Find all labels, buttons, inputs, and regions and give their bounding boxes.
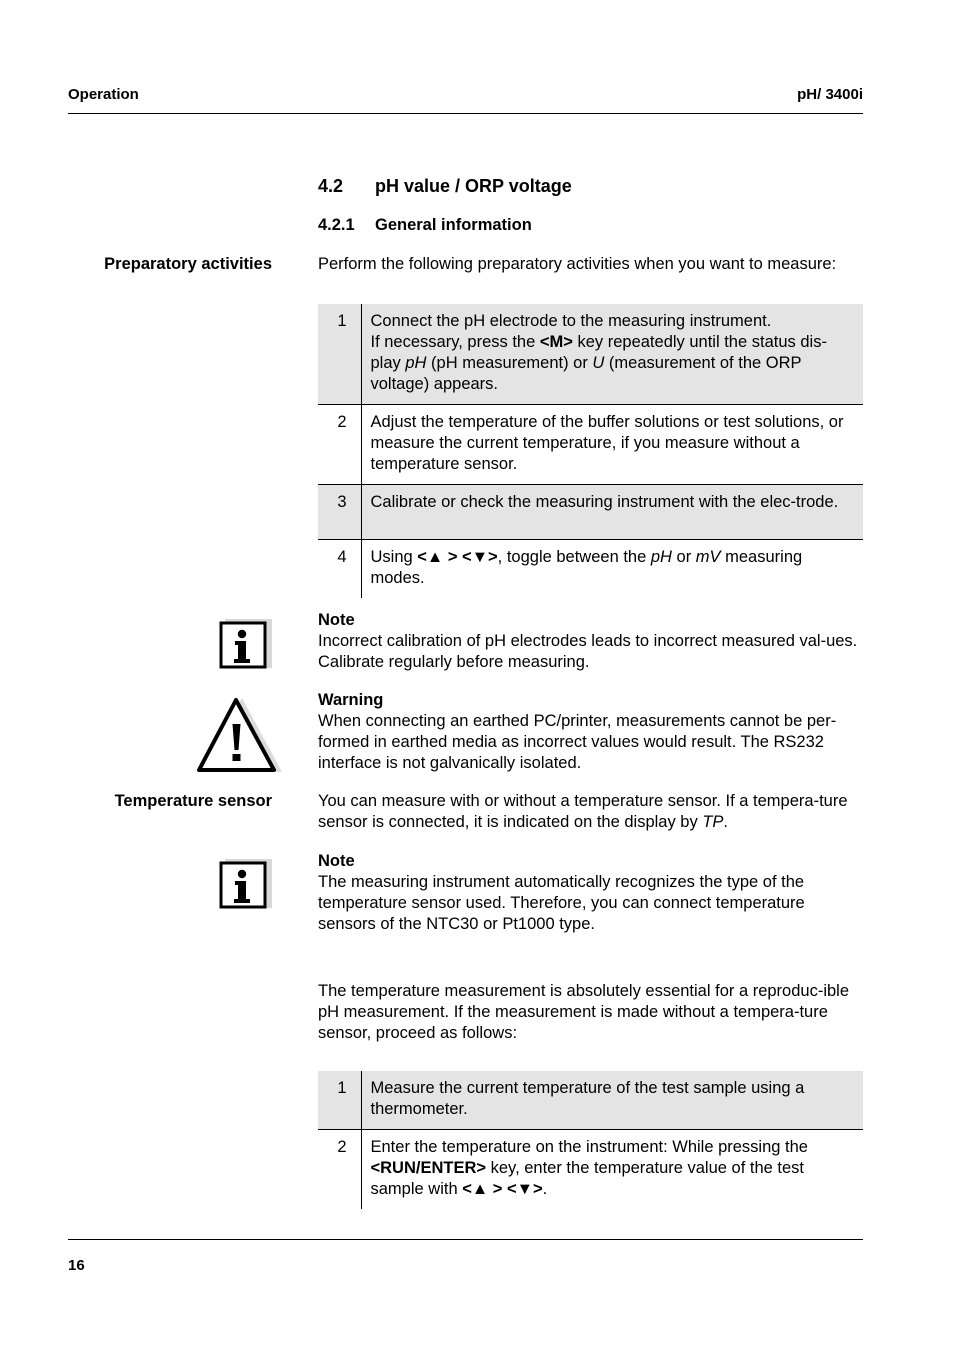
side-label-preparatory: Preparatory activities (104, 255, 272, 273)
step-text: Calibrate or check the measuring instrument with the elec-trode. (361, 485, 863, 540)
section-title: pH value / ORP voltage (375, 176, 572, 196)
step-number: 1 (318, 1071, 361, 1130)
running-header-left: Operation (68, 86, 139, 103)
note-title: Note (318, 611, 355, 629)
table-row (318, 1071, 863, 1130)
step-number: 3 (318, 485, 361, 540)
preparatory-steps-table (318, 304, 863, 598)
step-number: 2 (318, 1130, 361, 1210)
note-block (318, 851, 866, 935)
preparatory-intro: Perform the following preparatory activities when you want to measure: (318, 255, 837, 273)
table-row (318, 540, 863, 599)
note-text: The measuring instrument automatically recognizes the type of the temperature sensor used. Therefore, you can connect temperature sensors of the NTC30 or Pt1000 type. (318, 873, 805, 933)
section-heading (318, 176, 572, 197)
table-row (318, 405, 863, 485)
warning-text: When connecting an earthed PC/printer, measurements cannot be per-formed in earthed media as incorrect values would result. The RS232 interface is not galvanically isolated. (318, 712, 837, 772)
info-icon (218, 856, 274, 910)
warning-title: Warning (318, 691, 384, 709)
table-row (318, 485, 863, 540)
temperature-text: You can measure with or without a temperature sensor. If a tempera-ture sensor is connected, it is indicated on the display by TP. (318, 792, 848, 831)
subsection-heading (318, 216, 532, 235)
note-title: Note (318, 852, 355, 870)
temperature-steps-table (318, 1071, 863, 1209)
header-rule (68, 113, 863, 114)
step-text: Enter the temperature on the instrument: While pressing the <RUN/ENTER> key, enter the temperature value of the test sample with <▲ > <▼>. (361, 1130, 863, 1210)
step-number: 2 (318, 405, 361, 485)
warning-icon (196, 694, 284, 776)
subsection-title: General information (375, 216, 532, 234)
running-header-right: pH/ 3400i (797, 86, 863, 103)
footer-rule (68, 1239, 863, 1240)
note-text: Incorrect calibration of pH electrodes leads to incorrect measured val-ues. Calibrate regularly before measuring. (318, 632, 858, 671)
step-text: Using <▲ > <▼>, toggle between the pH or mV measuring modes. (361, 540, 863, 599)
step-number: 1 (318, 304, 361, 405)
step-text: Connect the pH electrode to the measuring instrument. If necessary, press the <M> key repeatedly until the status dis-play pH (pH measurement) or U (measurement of the ORP voltage) appears. (361, 304, 863, 405)
table-row (318, 304, 863, 405)
table-row (318, 1130, 863, 1210)
step-number: 4 (318, 540, 361, 599)
warning-block (318, 690, 866, 774)
side-label-temperature: Temperature sensor (114, 792, 272, 810)
section-number: 4.2 (318, 176, 344, 196)
page-number: 16 (68, 1257, 85, 1274)
subsection-number: 4.2.1 (318, 216, 355, 234)
step-text: Measure the current temperature of the test sample using a thermometer. (361, 1071, 863, 1130)
temperature-essential-text: The temperature measurement is absolutely essential for a reproduc-ible pH measurement. If the measurement is made without a tempera-ture sensor, proceed as follows: (318, 982, 850, 1042)
info-icon (218, 616, 274, 670)
step-text: Adjust the temperature of the buffer solutions or test solutions, or measure the current temperature, if you measure without a temperature sensor. (361, 405, 863, 485)
note-block (318, 610, 866, 673)
